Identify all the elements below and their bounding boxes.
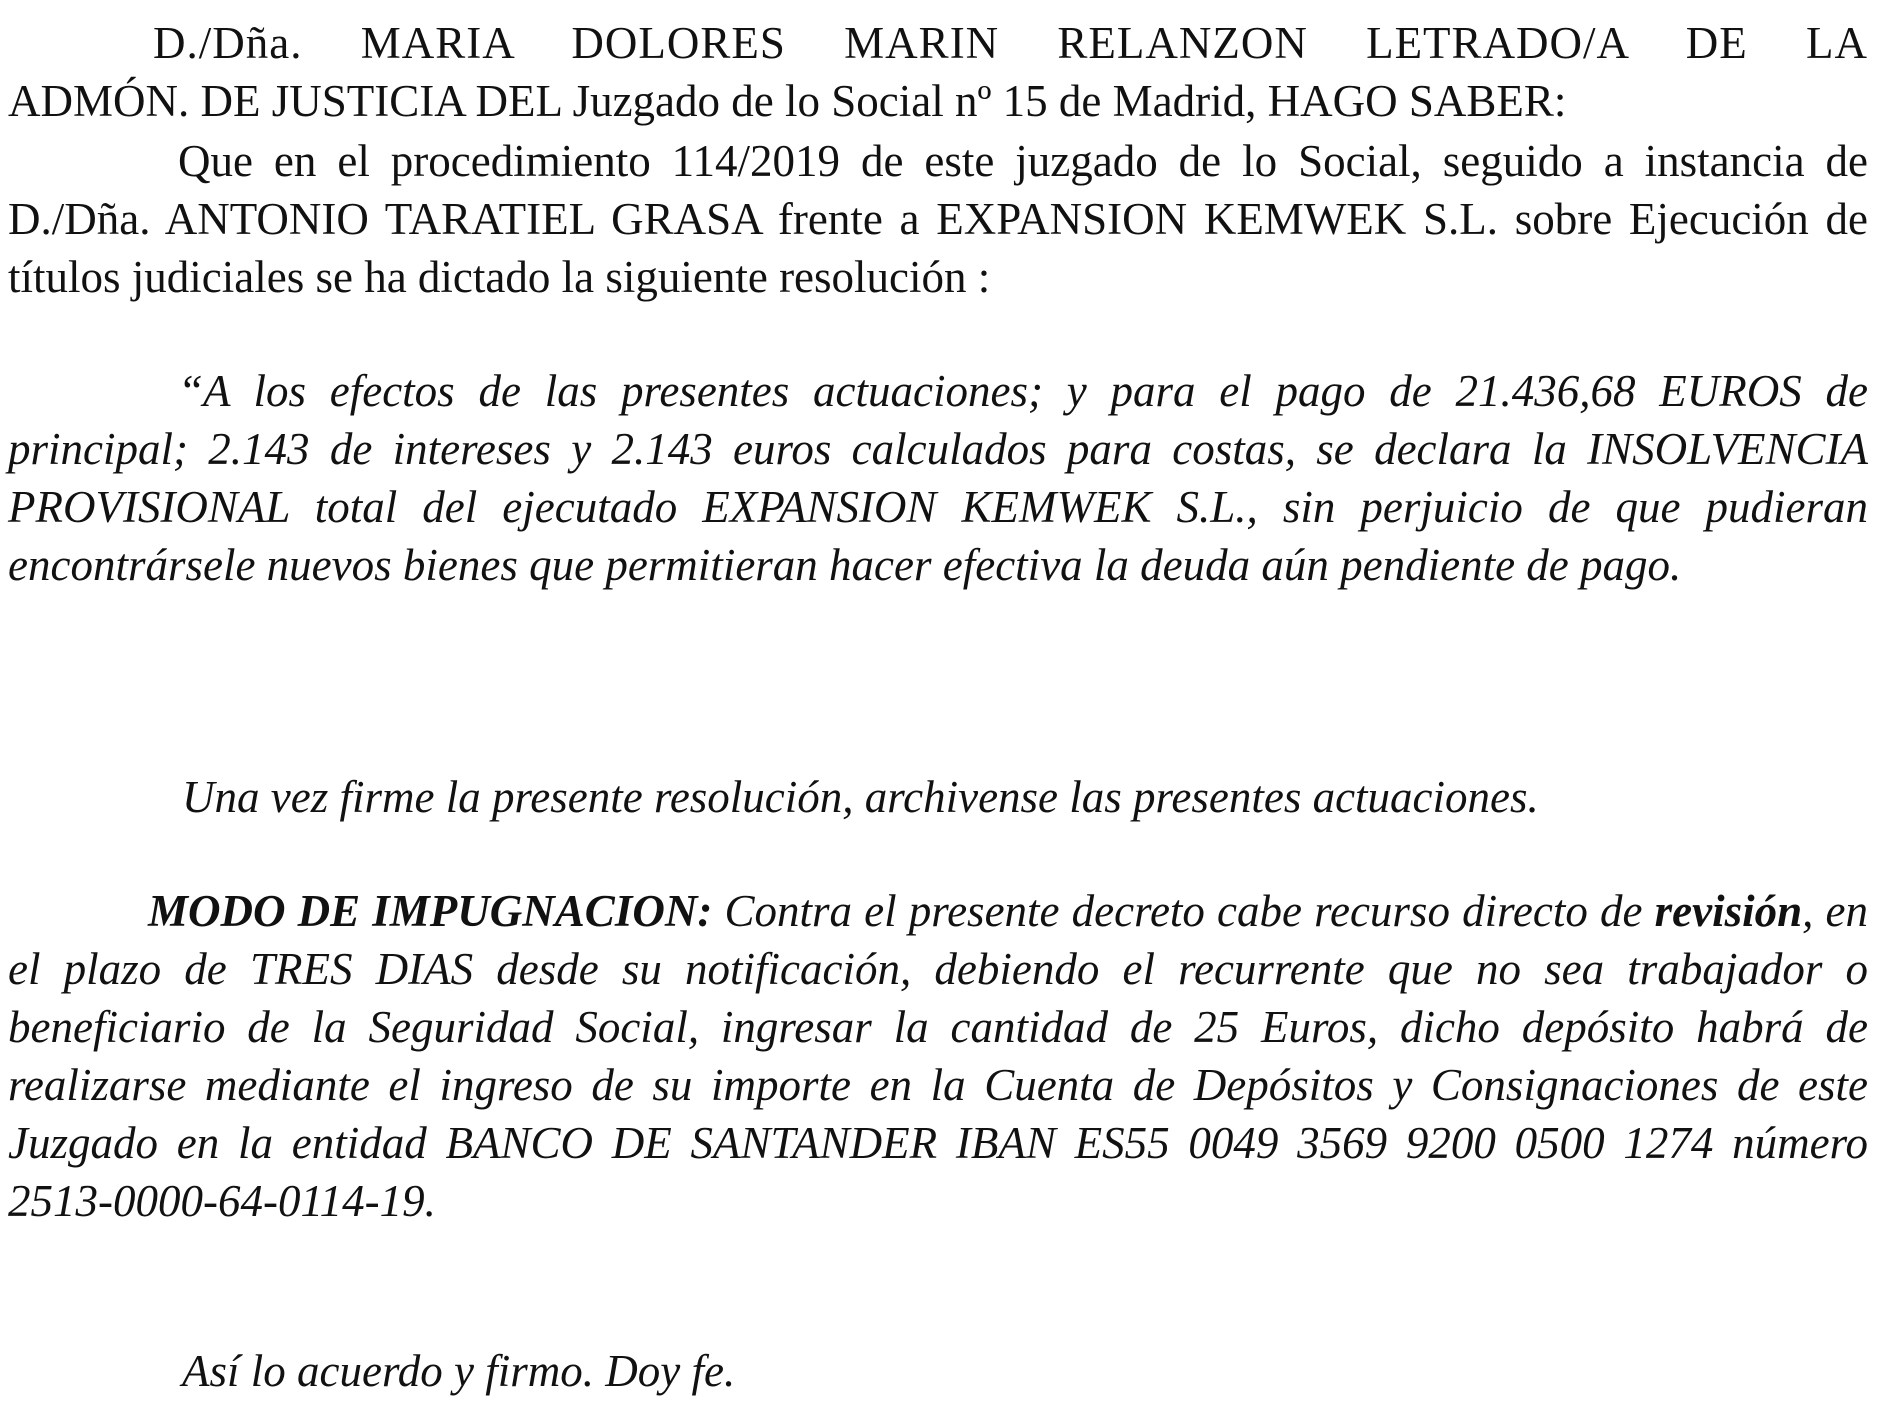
revision-word: revisión <box>1654 886 1803 936</box>
intro-paragraph <box>8 14 1868 130</box>
intro-line-1: D./Dña. MARIA DOLORES MARIN RELANZON LETRADO/A DE LA <box>153 18 1868 68</box>
impugnacion-text <box>8 882 1868 1230</box>
resolution-quote <box>8 362 1868 594</box>
intro-line-2: ADMÓN. DE JUSTICIA DEL Juzgado de lo Social nº 15 de Madrid, HAGO SABER: <box>8 76 1567 126</box>
impugnacion-heading: MODO DE IMPUGNACION: <box>148 886 713 936</box>
resolution-quote-text: “A los efectos de las presentes actuaciones; y para el pago de 21.436,68 EUROS de principal; 2.143 de intereses y 2.143 euros calculados para costas, se declara la INSOLVENCIA PROVISIONAL total del ejecutado EXPANSION KEMWEK S.L., sin perjuicio de que pudieran encontrársele nuevos bienes que permitieran hacer efectiva la deuda aún pendiente de pago. <box>8 366 1868 590</box>
impugnacion-text-a: Contra el presente decreto cabe recurso directo de <box>712 886 1655 936</box>
archive-sentence: Una vez firme la presente resolución, archivense las presentes actuaciones. <box>182 772 1539 822</box>
impugnacion-paragraph <box>8 882 1868 1230</box>
procedure-text: Que en el procedimiento 114/2019 de este juzgado de lo Social, seguido a instancia de D./Dña. ANTONIO TARATIEL GRASA frente a EXPANSION KEMWEK S.L. sobre Ejecución de títulos judiciales se ha dictado la siguiente resolución : <box>8 136 1868 302</box>
closing-sentence: Así lo acuerdo y firmo. Doy fe. <box>182 1346 736 1396</box>
procedure-paragraph <box>8 132 1868 306</box>
impugnacion-text-b: , en el plazo de TRES DIAS desde su notificación, debiendo el recurrente que no sea trabajador o beneficiario de la Seguridad Social, ingresar la cantidad de 25 Euros, dicho depósito habrá de realizarse mediante el ingreso de su importe en la Cuenta de Depósitos y Consignaciones de este Juzgado en la entidad BANCO DE SANTANDER IBAN ES55 0049 3569 9200 0500 1274 número 2513-0000-64-0114-19. <box>8 886 1868 1226</box>
